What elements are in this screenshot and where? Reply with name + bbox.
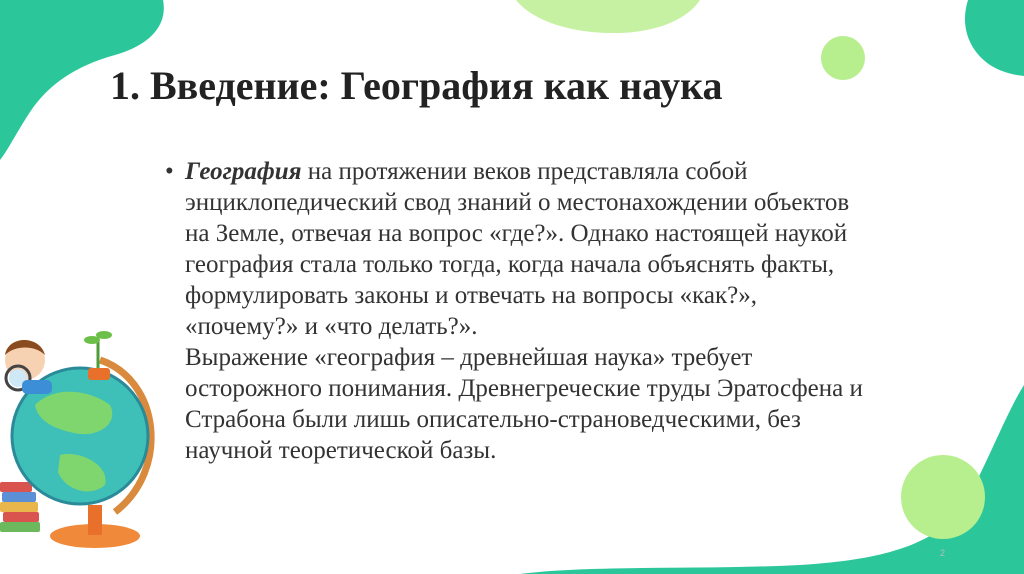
- body-line: «почему?» и «что делать?».: [185, 313, 478, 340]
- slide-title: 1. Введение: География как наука: [110, 63, 723, 108]
- body-line: энциклопедический свод знаний о местонахождении объектов: [185, 189, 850, 216]
- body-line: осторожного понимания. Древнегреческие труды Эратосфена и: [185, 375, 863, 402]
- body-line-text: на протяжении веков представляла собой: [301, 158, 748, 185]
- child-with-magnifier-icon: [5, 340, 52, 394]
- body-line: география стала только тогда, когда начала объяснять факты,: [185, 251, 835, 278]
- body-line: [185, 156, 1024, 187]
- body-line: Страбона были лишь описательно-страноведческими, без: [185, 406, 801, 433]
- body-line: научной теоретической базы.: [185, 437, 497, 464]
- body-line: Выражение «география – древнейшая наука» требует: [185, 344, 753, 371]
- body-line: на Земле, отвечая на вопрос «где?». Однако настоящей наукой: [185, 220, 848, 247]
- bullet-marker: •: [165, 158, 174, 185]
- body-line: формулировать законы и отвечать на вопросы «как?»,: [185, 282, 757, 309]
- books-icon: [0, 482, 40, 532]
- page-number: 2: [940, 548, 946, 558]
- slide-body: [165, 156, 1024, 466]
- key-term: География: [185, 158, 302, 185]
